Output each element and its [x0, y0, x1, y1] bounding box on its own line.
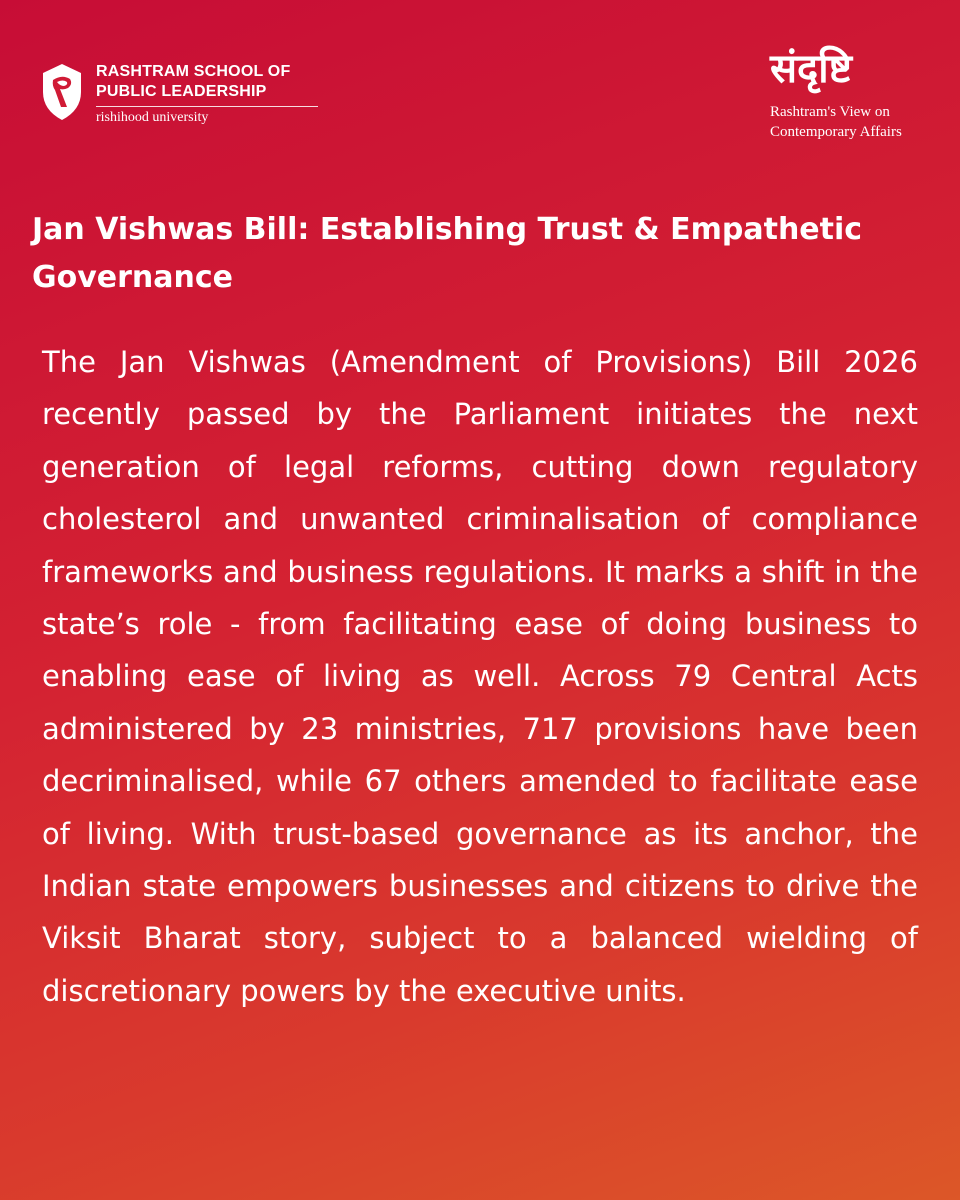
school-name-line1: RASHTRAM SCHOOL OF	[96, 63, 291, 80]
brand-logo	[770, 44, 940, 142]
school-name	[96, 62, 318, 127]
brand-wordmark: संदृष्टि	[770, 46, 852, 92]
brand-tagline-line1: Rashtram's View on	[770, 104, 890, 120]
header	[0, 0, 960, 180]
article-body: The Jan Vishwas (Amendment of Provisions) Bill 2026 recently passed by the Parliament initiates the next generation of legal reforms, cutting down regulatory cholesterol and unwanted criminalisation of compliance frameworks and business regulations. It marks a shift in the state’s role - from facilitating ease of doing business to enabling ease of living as well. Across 79 Central Acts administered by 23 ministries, 717 provisions have been decriminalised, while 67 others amended to facilitate ease of living. With trust-based governance as its anchor, the Indian state empowers businesses and citizens to drive the Viksit Bharat story, subject to a balanced wielding of discretionary powers by the executive units.	[42, 345, 918, 1008]
school-name-line2: PUBLIC LEADERSHIP	[96, 83, 267, 100]
shield-r-icon	[40, 62, 84, 122]
school-logo	[40, 62, 318, 127]
university-name: rishihood university	[96, 110, 209, 125]
brand-tagline-line2: Contemporary Affairs	[770, 124, 902, 140]
article-title: Jan Vishwas Bill: Establishing Trust & Empathetic Governance	[32, 212, 863, 295]
logo-divider	[96, 106, 318, 107]
brand-tagline	[770, 102, 940, 142]
